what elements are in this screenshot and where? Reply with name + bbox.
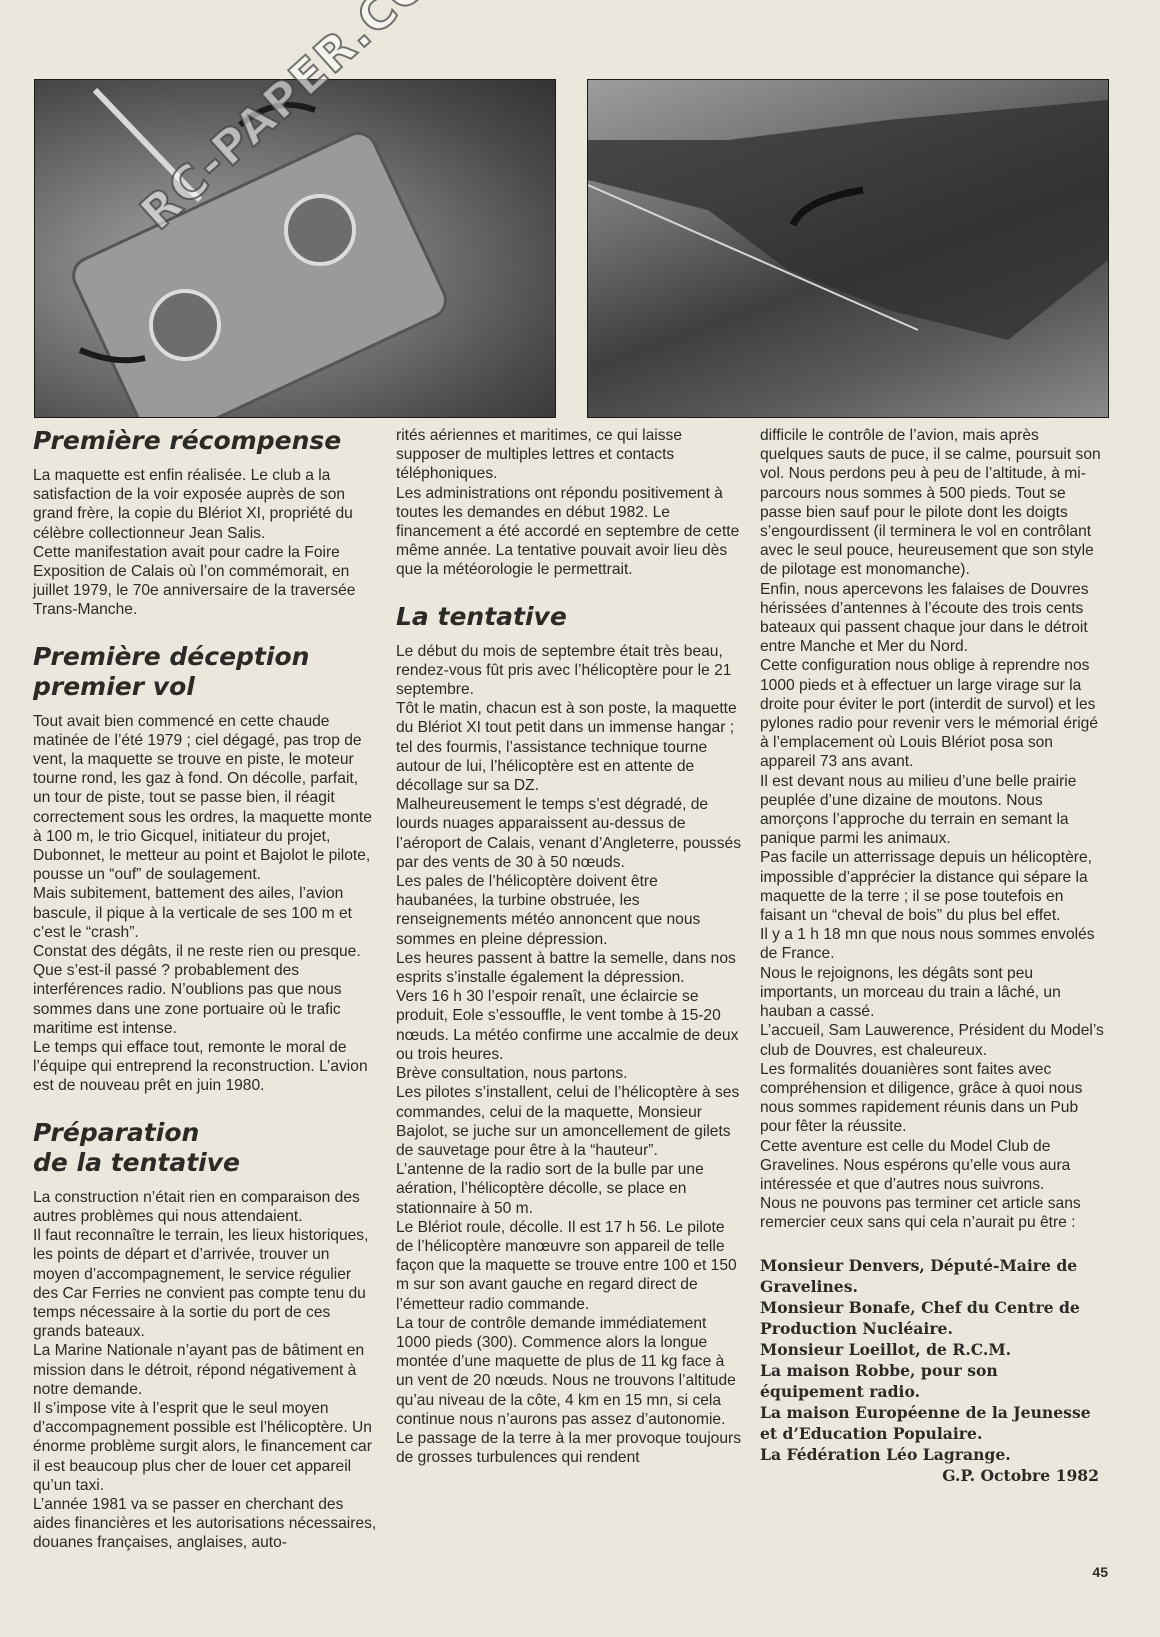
acknowledgement-item: Monsieur Denvers, Député-Maire de Gravelines. [760,1255,1078,1296]
paragraph: Le Blériot roule, décolle. Il est 17 h 56. Le pilote de l’hélicoptère manœuvre son appareil de telle façon que la maquette se trouve entre 100 et 150 m sur son avant gauche en regard direct de l’émetteur radio commande. [396,1218,737,1313]
paragraph: Les administrations ont répondu positivement à toutes les demandes en début 1982. Le financement a été accordé en septembre de cette même année. La tentative pouvait avoir lieu dès que la météorologie le permettrait. [396,484,740,579]
paragraph: Les formalités douanières sont faites avec compréhension et diligence, grâce à quoi nous nous sommes rapidement réunis dans un Pub pour fêter la réussite. [760,1060,1083,1136]
paragraph: Pas facile un atterrissage depuis un hélicoptère, impossible d’apprécier la distance qui sépare la maquette de la terre ; il se pose toutefois en faisant un “cheval de bois” du plus bel effet. [760,849,1092,925]
paragraph: La maquette est enfin réalisée. Le club a la satisfaction de la voir exposée auprès de son grand frère, la copie du Blériot XI, propriété du célèbre collectionneur Jean Salis. [33,467,353,542]
antenna-shape [95,90,200,200]
paragraph: La tour de contrôle demande immédiatement 1000 pieds (300). Commence alors la longue montée d’une maquette de plus de 11 kg face à un vent de 20 nœuds. Nous ne trouvons l’altitude qu’au niveau de la côte, 4 km en 15 mn, si cela continue nous n’aurons pas assez d’autonomie. [396,1314,736,1428]
article-column-3 [760,426,1105,1486]
paragraph: Cette aventure est celle du Model Club de Gravelines. Nous espérons qu’elle vous aura intéressée et que d’autres nous suivrons. [760,1137,1071,1193]
paragraph: Cette configuration nous oblige à reprendre nos 1000 pieds et à effectuer un large virage sur la droite pour éviter le port (interdit de survol) et les pylones radio pour revenir vers le mémorial érigé à l’emplacement où Louis Blériot posa son appareil 73 ans avant. [760,657,1099,771]
paragraph: Il s’impose vite à l’esprit que le seul moyen d’accompagnement possible est l’hélicoptère. Un énorme problème surgit alors, le financement car il est beaucoup plus cher de louer cet appareil qu’un taxi. [33,1399,372,1494]
paragraph: L’antenne de la radio sort de la bulle par une aération, l’hélicoptère décolle, se place en stationnaire à 50 m. [396,1161,704,1217]
transmitter-illustration [35,80,555,417]
aerial-illustration [588,80,1108,417]
paragraph: Brève consultation, nous partons. [396,1065,628,1083]
paragraph: Nous ne pouvons pas terminer cet article sans remercier ceux sans qui cela n’aurait pu être : [760,1195,1081,1232]
section-heading: Première récompense [33,426,342,455]
paragraph: Les heures passent à battre la semelle, dans nos esprits s’installe également la dépression. [396,949,736,987]
left-stick-gimbal [151,291,219,359]
paragraph: L’année 1981 va se passer en cherchant des aides financières et les autorisations nécessaires, douanes françaises, anglaises, auto- [33,1495,377,1552]
section-heading: La tentative [396,601,567,631]
acknowledgement-item: La maison Robbe, pour son équipement radio. [760,1360,998,1401]
paragraph: difficile le contrôle de l’avion, mais après quelques sauts de puce, il se calme, poursuit son vol. Nous perdons peu à peu de l’altitude, à mi-parcours nous sommes à 500 pieds. Tout se passe bien sauf pour le pilote dont les doigts s’engourdissent (il terminera le vol en contrôlant avec le seul pouce, heureusement que son style de pilotage est monomanche). [760,427,1101,579]
paragraph: L’accueil, Sam Lauwerence, Président du Model’s club de Douvres, est chaleureux. [760,1022,1104,1059]
paragraph: Mais subitement, battement des ailes, l’avion bascule, il pique à la verticale de ses 100 m et c’est le “crash”. [33,885,352,941]
paragraph: La construction n’était rien en comparaison des autres problèmes qui nous attendaient. [33,1188,360,1225]
paragraph: Constat des dégâts, il ne reste rien ou presque. Que s’est-il passé ? probablement des interférences radio. N’oublions pas que nous sommes dans une zone portuaire où le trafic maritime est intense. [33,943,361,1037]
acknowledgement-item: La maison Européenne de la Jeunesse et d’Education Populaire. [760,1402,1091,1443]
paragraph: Les pales de l’hélicoptère doivent être haubanées, la turbine obstruée, les renseignements météo annoncent que nous sommes en pleine dépression. [396,873,701,948]
transmitter-body [68,128,452,417]
section-heading [33,642,378,702]
article-column-1 [33,426,378,1553]
heading-line: Préparation [33,1117,200,1147]
paragraph: Les pilotes s’installent, celui de l’hélicoptère à ses commandes, celui de la maquette, Monsieur Bajolot, se juche sur un amoncellement de gilets de sauvetage pour être à la “hauteur”. [396,1084,740,1159]
photo-aerial-coast [587,79,1109,418]
paragraph: Nous le rejoignons, les dégâts sont peu importants, un morceau du train a lâché, un hauban a cassé. [760,964,1061,1021]
heading-line: de la tentative [33,1147,240,1177]
paragraph: Le début du mois de septembre était très beau, rendez-vous fût pris avec l’hélicoptère pour le 21 septembre. [396,642,732,699]
signature: G.P. Octobre 1982 [942,1465,1099,1485]
article-column-2 [396,426,741,1467]
right-stick-gimbal [286,196,354,264]
paragraph: Tôt le matin, chacun est à son poste, la maquette du Blériot XI tout petit dans un immense hangar ; tel des fourmis, l’assistance technique tourne autour de lui, l’hélicoptère est en attente de décollage sur sa DZ. [396,700,737,795]
arrow-shape [240,105,315,125]
paragraph: Le temps qui efface tout, remonte le moral de l’équipe qui entreprend la reconstruction. L’avion est de nouveau prêt en juin 1980. [33,1039,368,1095]
paragraph: Enfin, nous apercevons les falaises de Douvres hérissées d’antennes à l’écoute des trois cents bateaux qui passent chaque jour dans le détroit entre Manche et Mer du Nord. [760,580,1089,656]
paragraph: Malheureusement le temps s’est dégradé, de lourds nuages apparaissent au-dessus de l’aéroport de Calais, venant d’Angleterre, poussés par des vents de 30 à 50 nœuds. [396,796,741,871]
paragraph: Tout avait bien commencé en cette chaude matinée de l’été 1979 ; ciel dégagé, pas trop de vent, la maquette se trouve en piste, le moteur tourne rond, les gaz à fond. On décolle, parfait, un tour de piste, tout se passe bien, il réagit correctement sous les ordres, la maquette monte à 100 m, le trio Gicquel, initiateur du projet, Dubonnet, le metteur au point et Bajolot le pilote, pousse un “ouf” de soulagement. [33,712,372,884]
heading-line: Première déception [33,641,310,671]
acknowledgements-list [760,1255,1105,1486]
paragraph: Il est devant nous au milieu d’une belle prairie peuplée d’une dizaine de moutons. Nous amorçons l’approche du terrain en semant la panique parmi les animaux. [760,772,1077,848]
section-heading [33,1118,378,1178]
paragraph: La Marine Nationale n’ayant pas de bâtiment en mission dans le détroit, répond négativement à notre demande. [33,1342,365,1398]
photo-radio-transmitter [34,79,556,418]
paragraph: Vers 16 h 30 l’espoir renaît, une éclaircie se produit, Eole s’essouffle, le vent tombe à 15-20 nœuds. La météo confirme une accalmie de deux ou trois heures. [396,988,739,1063]
paragraph: Il y a 1 h 18 mn que nous nous sommes envolés de France. [760,926,1095,963]
paragraph: Il faut reconnaître le terrain, les lieux historiques, les points de départ et d’arrivée, trouver un moyen d’accompagnement, le service régulier des Car Ferries ne convient pas compte tenu du temps nécessaire à la sortie du port de ces grands bateaux. [33,1227,369,1341]
acknowledgement-item: Monsieur Loeillot, de R.C.M. [760,1339,1012,1359]
acknowledgement-item: Monsieur Bonafe, Chef du Centre de Production Nucléaire. [760,1297,1080,1338]
paragraph: Le passage de la terre à la mer provoque toujours de grosses turbulences qui rendent [396,1429,742,1467]
page-number: 45 [1092,1564,1108,1580]
acknowledgement-item: La Fédération Léo Lagrange. [760,1444,1011,1464]
paragraph: Cette manifestation avait pour cadre la Foire Exposition de Calais où l’on commémorait, en juillet 1979, le 70e anniversaire de la traversée Trans-Manche. [33,543,356,619]
paragraph: rités aériennes et maritimes, ce qui laisse supposer de multiples lettres et contacts téléphoniques. [396,427,683,483]
heading-line: premier vol [33,671,195,701]
